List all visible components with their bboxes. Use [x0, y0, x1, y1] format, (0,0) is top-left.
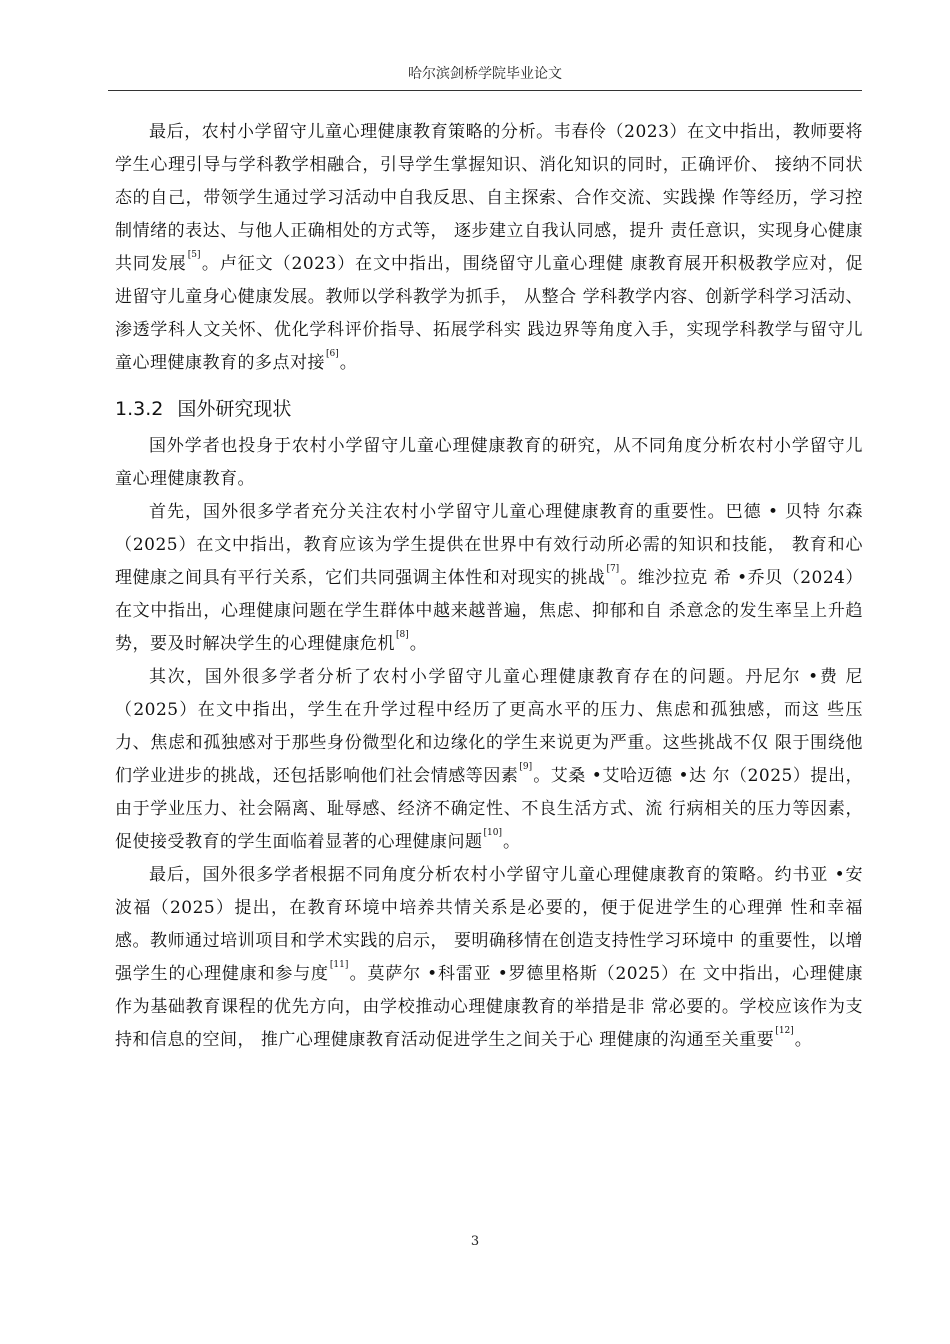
paragraph-domestic-strategy [115, 116, 863, 380]
header-title: 哈尔滨剑桥学院毕业论文 [408, 66, 562, 82]
section-number: 1.3.2 [115, 398, 164, 420]
paragraph-foreign-strategy [115, 859, 863, 1057]
paragraph-text: 。 [502, 832, 521, 852]
citation-ref: [12] [775, 1026, 794, 1036]
citation-ref: [5] [187, 250, 201, 260]
paragraph-text: 最后，国外很多学者根据不同角度分析农村小学留守儿童心理健康教育的策略。约书亚 •安波福（2025）提出，在教育环境中培养共情关系是必要的，便于促进学生的心理弹 性和幸福感。教师通过培训项目和学术实践的启示， 要明确移情在创造支持性学习环境中 的重要性，以增强学生的心理健康和参与度 [115, 865, 863, 984]
paragraph-text: 最后，农村小学留守儿童心理健康教育策略的分析。韦春伶（2023）在文中指出，教师要将学生心理引导与学科教学相融合，引导学生掌握知识、消化知识的同时，正确评价、 接纳不同状态的自己，带领学生通过学习活动中自我反思、自主探索、合作交流、实践操 作等经历，学习控制情绪的表达、与他人正确相处的方式等， 逐步建立自我认同感，提升 责任意识，实现身心健康共同发展 [115, 122, 863, 274]
paragraph-text: 。莫萨尔 •科雷亚 •罗德里格斯（2025）在 文中指出，心理健康作为基础教育课程的优先方向，由学校推动心理健康教育的举措是非 常必要的。学校应该作为支持和信息的空间， 推广心理健康教育活动促进学生之间关于心 理健康的沟通至关重要 [115, 964, 864, 1050]
paragraph-text: 。 [794, 1030, 813, 1050]
paragraph-text: 首先，国外很多学者充分关注农村小学留守儿童心理健康教育的重要性。巴德 • 贝特 尔森（2025）在文中指出，教育应该为学生提供在世界中有效行动所必需的知识和技能， 教育和心理健康之间具有平行关系，它们共同强调主体性和对现实的挑战 [115, 502, 863, 588]
paragraph-text: 。卢征文（2023）在文中指出，围绕留守儿童心理健 康教育展开积极教学应对，促进留守儿童身心健康发展。教师以学科教学为抓手， 从整合 学科教学内容、创新学科学习活动、渗透学科人文关怀、优化学科评价指导、拓展学科实 践边界等角度入手，实现学科教学与留守儿童心理健康教育的多点对接 [115, 254, 864, 373]
citation-ref: [10] [483, 828, 502, 838]
page-header [108, 64, 862, 91]
section-title: 国外研究现状 [177, 398, 292, 420]
paragraph-text: 国外学者也投身于农村小学留守儿童心理健康教育的研究，从不同角度分析农村小学留守儿童心理健康教育。 [115, 436, 863, 489]
citation-ref: [7] [606, 564, 620, 574]
paragraph-text: 。 [409, 634, 428, 654]
paragraph-foreign-importance [115, 496, 863, 661]
paragraph-foreign-problems [115, 661, 863, 859]
paragraph-text: 。艾桑 •艾哈迈德 •达 尔（2025）提出，由于学业压力、社会隔离、耻辱感、经济不确定性、不良生活方式、流 行病相关的压力等因素，促使接受教育的学生面临着显著的心理健康问题 [115, 766, 864, 852]
paragraph-text: 。维沙拉克 希 •乔贝（2024）在文中指出，心理健康问题在学生群体中越来越普遍，焦虑、抑郁和自 杀意念的发生率呈上升趋势，要及时解决学生的心理健康危机 [115, 568, 863, 654]
citation-ref: [6] [326, 349, 339, 359]
citation-ref: [8] [396, 630, 409, 640]
page-body [115, 116, 863, 1057]
paragraph-text: 其次，国外很多学者分析了农村小学留守儿童心理健康教育存在的问题。丹尼尔 •费 尼（2025）在文中指出，学生在升学过程中经历了更高水平的压力、焦虑和孤独感，而这 些压力、焦虑和孤独感对于那些身份微型化和边缘化的学生来说更为严重。这些挑战不仅 限于围绕他们学业进步的挑战，还包括影响他们社会情感等因素 [115, 667, 863, 786]
page-number: 3 [470, 1234, 480, 1249]
citation-ref: [9] [519, 762, 533, 772]
citation-ref: [11] [329, 960, 349, 970]
section-heading [115, 394, 863, 424]
paragraph-foreign-intro [115, 430, 863, 496]
paragraph-text: 。 [339, 353, 358, 373]
